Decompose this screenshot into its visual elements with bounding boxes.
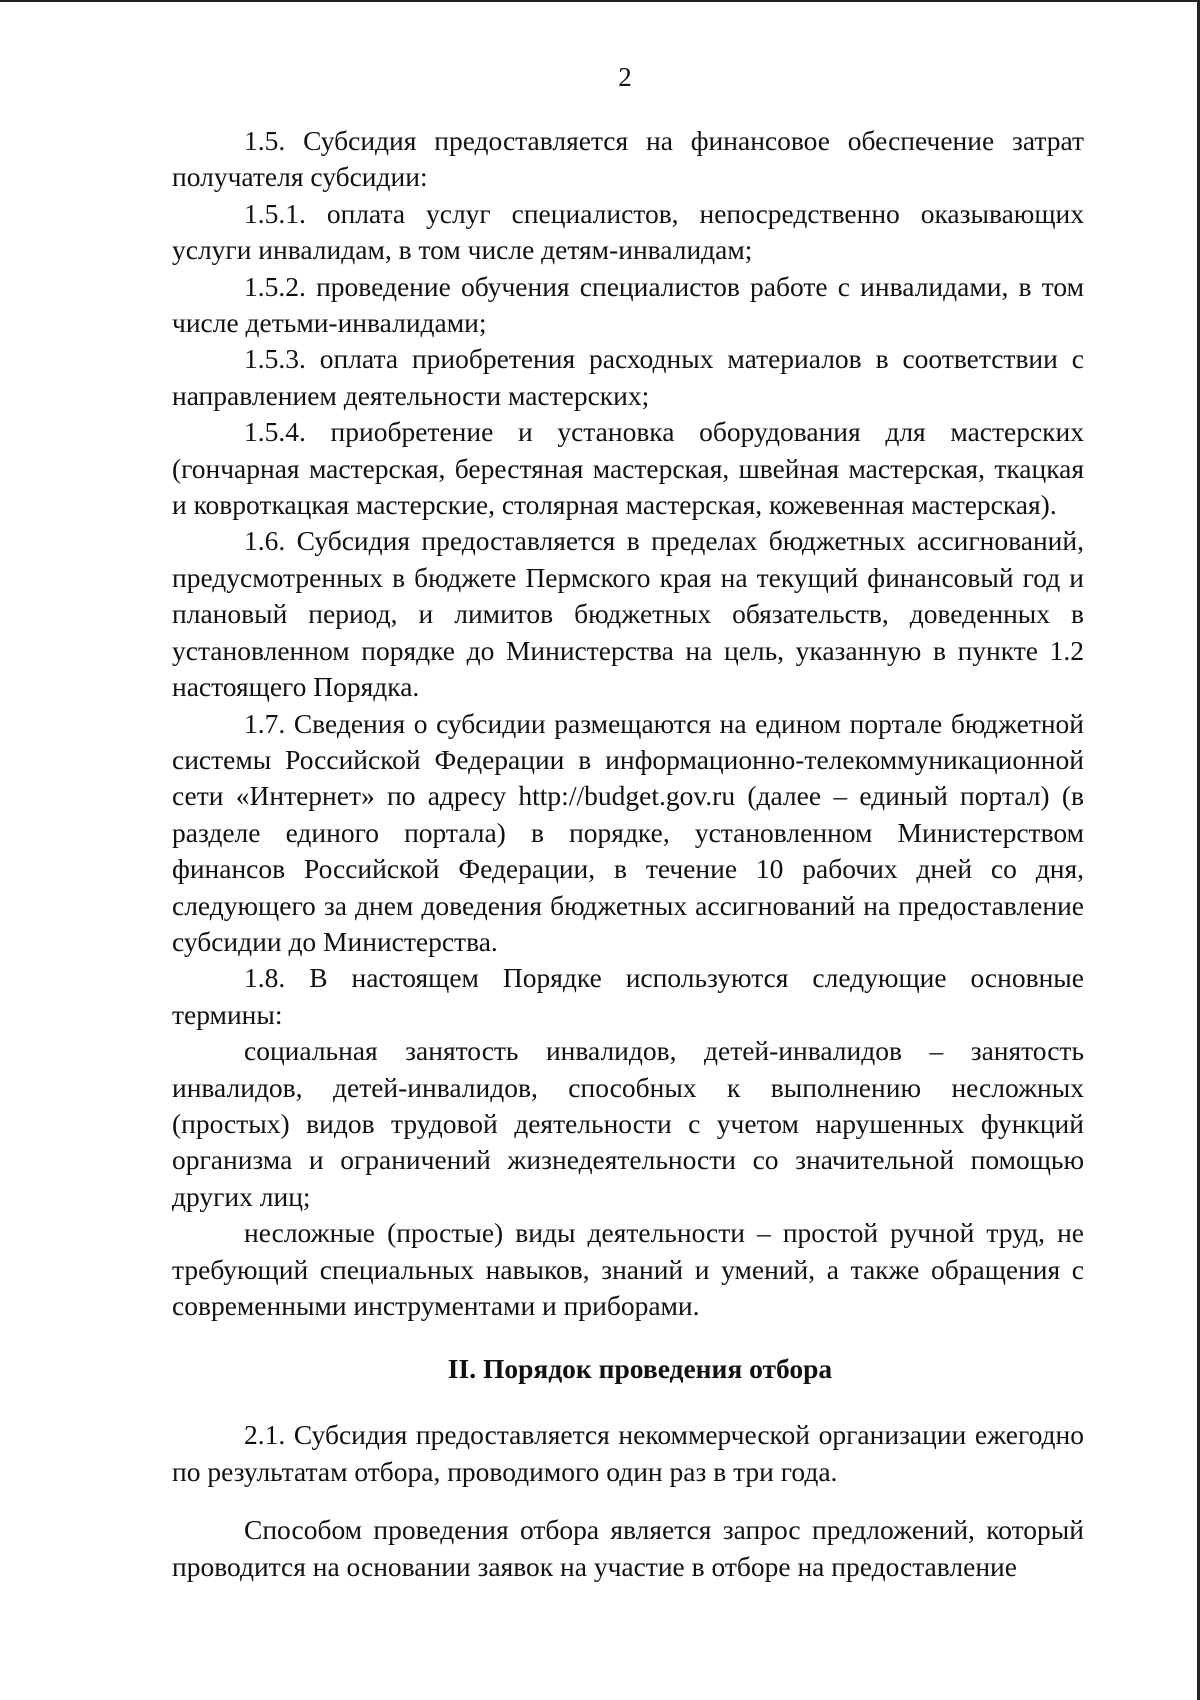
paragraph-1-8: 1.8. В настоящем Порядке используются следующие основные термины: — [172, 962, 1084, 1030]
page-number: 2 — [618, 62, 632, 92]
paragraph-1-5-3: 1.5.3. оплата приобретения расходных материалов в соответствии с направлением деятельности мастерских; — [172, 343, 1084, 411]
paragraph-1-7: 1.7. Сведения о субсидии размещаются на едином портале бюджетной системы Российской Федерации в информационно-телекоммуникационной сети «Интернет» по адресу http://budget.gov.ru (далее – единый портал) (в разделе единого портала) в порядке, установленном Министерством финансов Российской Федерации, в течение 10 рабочих дней со дня, следующего за днем доведения бюджетных ассигнований на предоставление субсидии до Министерства. — [172, 707, 1084, 957]
paragraph-1-5-1: 1.5.1. оплата услуг специалистов, непосредственно оказывающих услуги инвалидам, в том числе детям-инвалидам; — [172, 197, 1084, 266]
paragraph-1-5-2: 1.5.2. проведение обучения специалистов работе с инвалидами, в том числе детьми-инвалидами; — [172, 270, 1084, 339]
paragraph-1-5-4: 1.5.4. приобретение и установка оборудования для мастерских (гончарная мастерская, берестяная мастерская, швейная мастерская, ткацкая и ковроткацкая мастерские, столярная мастерская, кожевенная мастерская). — [172, 416, 1084, 521]
paragraph-selection-method: Способом проведения отбора является запрос предложений, который проводится на основании заявок на участие в отборе на предоставление — [172, 1514, 1084, 1582]
paragraph-1-6: 1.6. Субсидия предоставляется в пределах бюджетных ассигнований, предусмотренных в бюджете Пермского края на текущий финансовый год и плановый период, и лимитов бюджетных обязательств, доведенных в установленном порядке до Министерства на цель, указанную в пункте 1.2 настоящего Порядка. — [172, 525, 1084, 703]
term-social-employment: социальная занятость инвалидов, детей-инвалидов – занятость инвалидов, детей-инвалидов, способных к выполнению несложных (простых) видов трудовой деятельности с учетом нарушенных функций организма и ограничений жизнедеятельности со значительной помощью других лиц; — [172, 1035, 1084, 1212]
section-heading: II. Порядок проведения отбора — [447, 1353, 833, 1385]
term-simple-activities: несложные (простые) виды деятельности – простой ручной труд, не требующий специальных навыков, знаний и умений, а также обращения с современными инструментами и приборами. — [172, 1217, 1084, 1321]
document-body — [172, 123, 1084, 1585]
paragraph-2-1: 2.1. Субсидия предоставляется некоммерческой организации ежегодно по результатам отбора, проводимого один раз в три года. — [172, 1419, 1084, 1487]
paragraph-1-5: 1.5. Субсидия предоставляется на финансовое обеспечение затрат получателя субсидии: — [172, 125, 1084, 193]
